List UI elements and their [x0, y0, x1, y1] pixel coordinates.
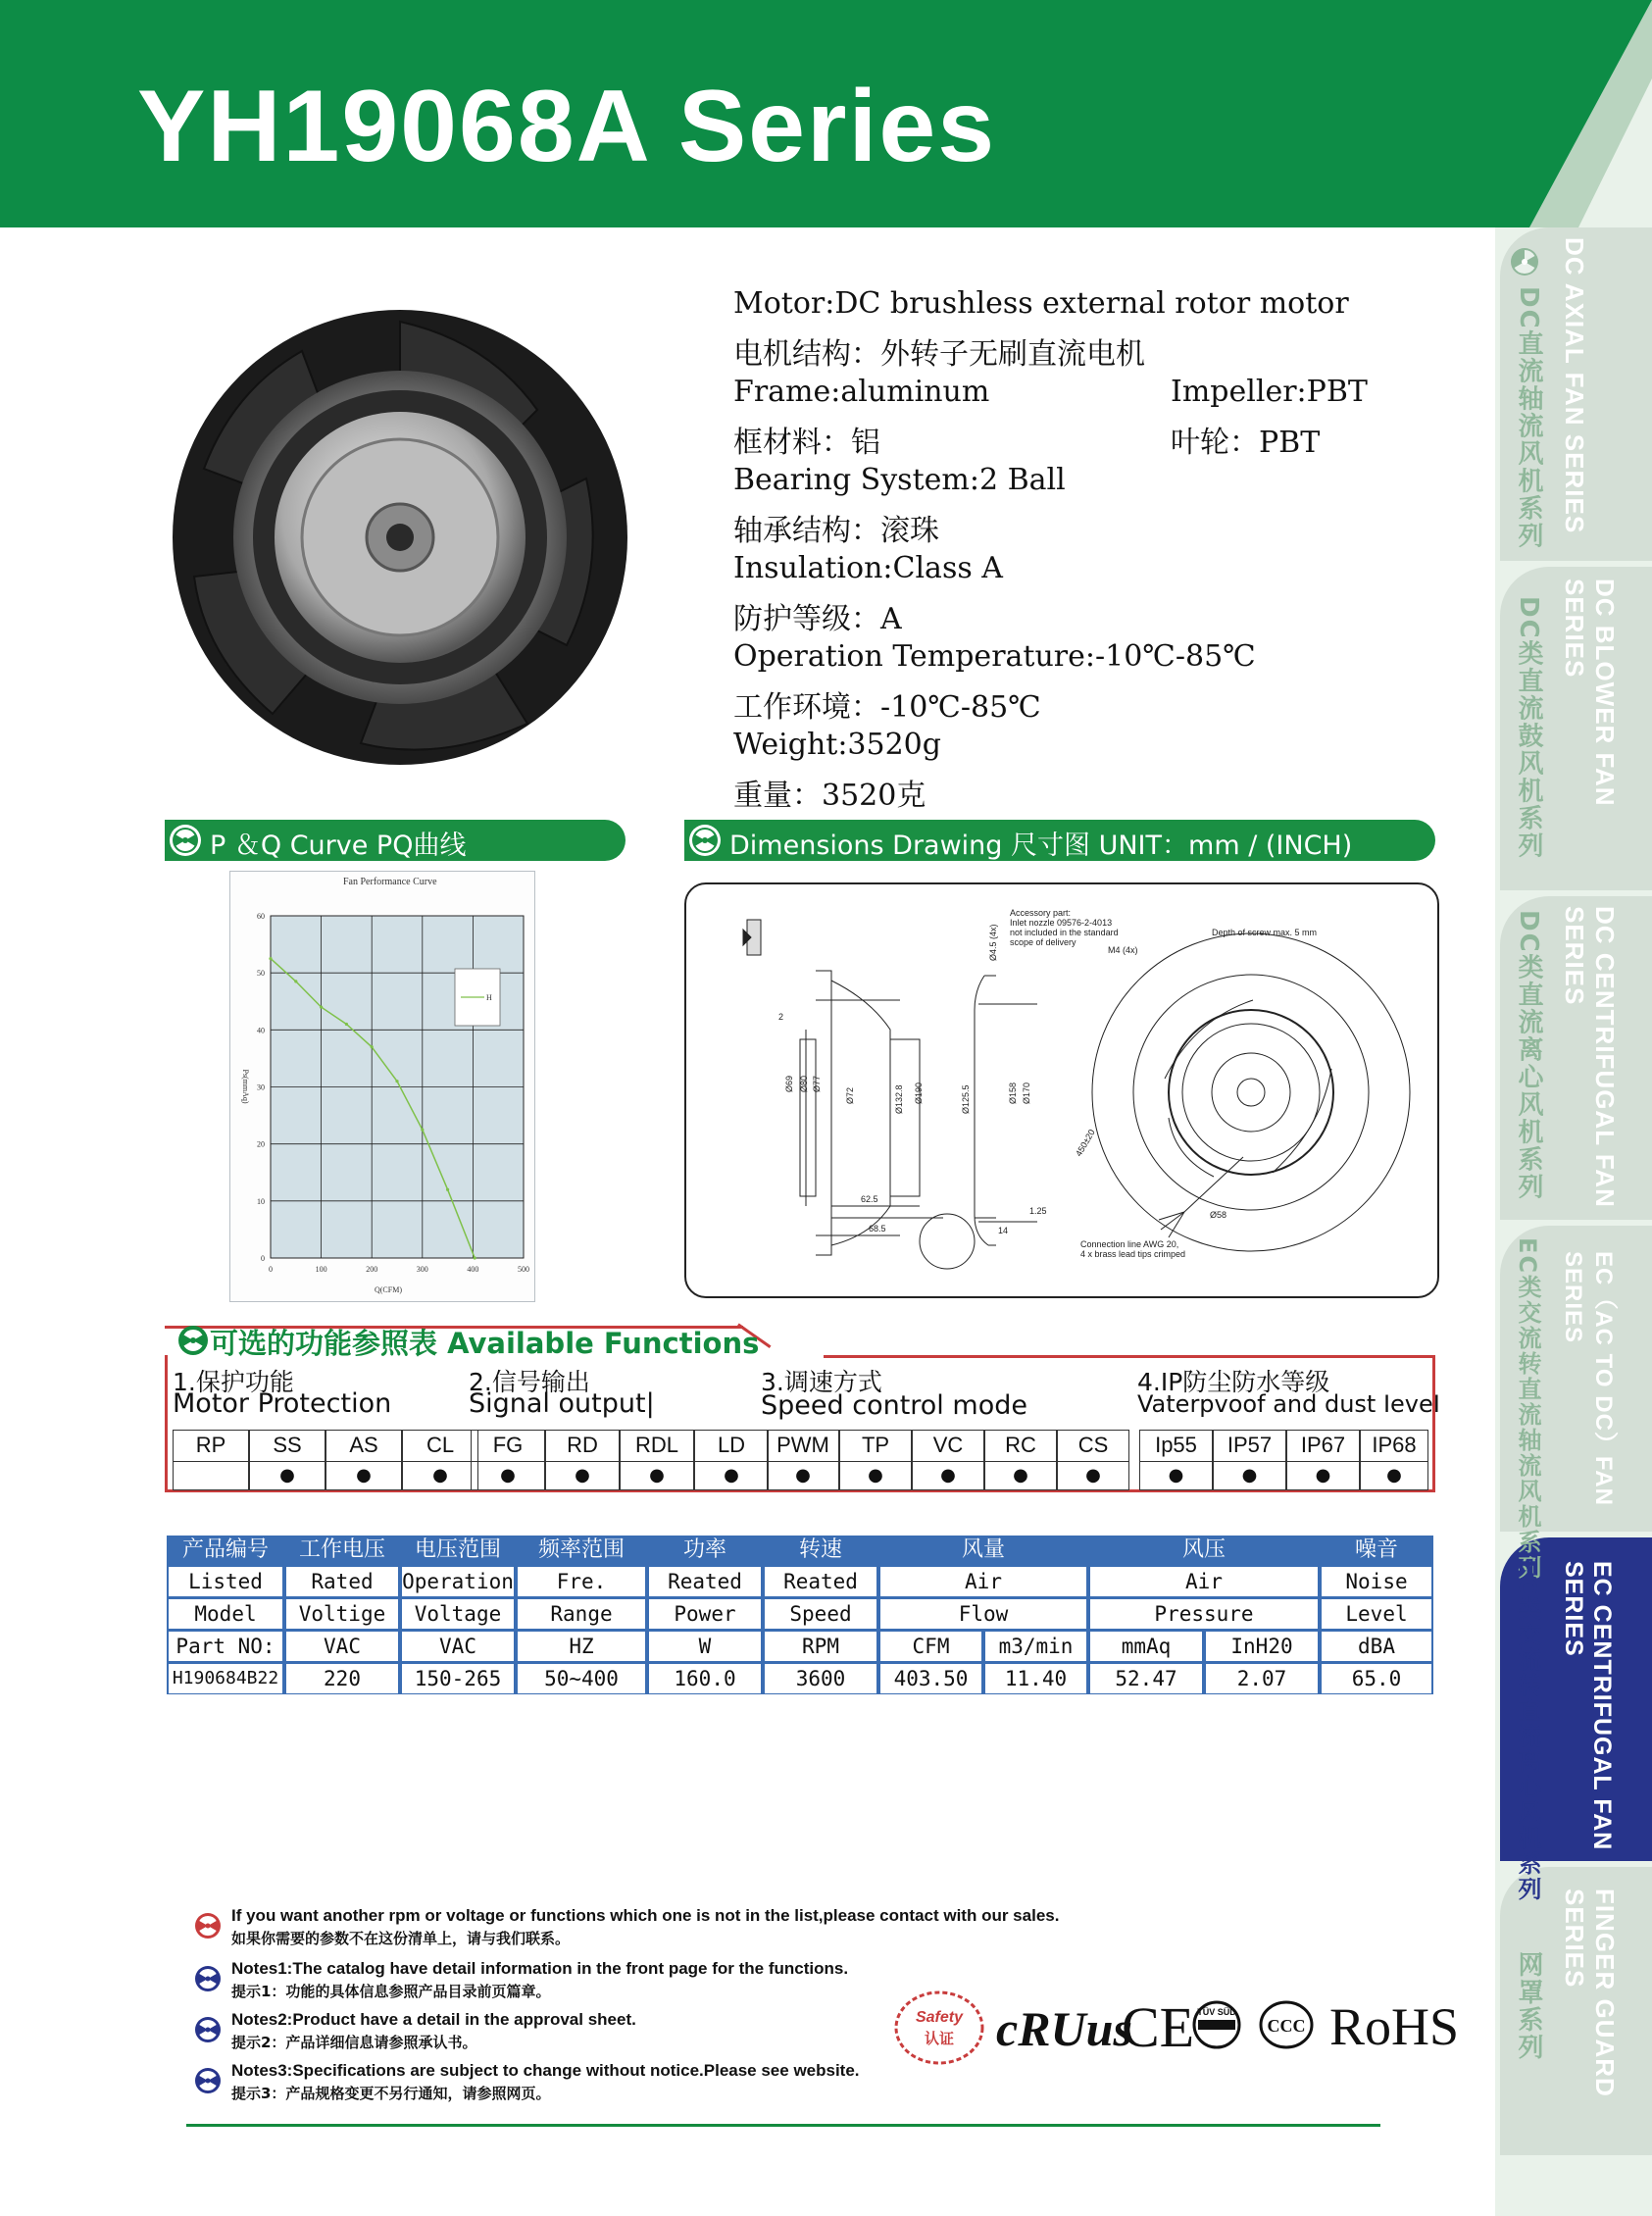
function-group-cn: 4.IP防尘防水等级 — [1137, 1368, 1330, 1396]
function-code: IP67 — [1286, 1430, 1360, 1462]
function-group-en: Vaterpvoof and dust IeveI — [1137, 1390, 1440, 1418]
spec-weight-en: Weight:3520g — [733, 728, 941, 762]
function-mark: ● — [402, 1461, 478, 1490]
safety-certification-logo — [894, 1990, 984, 2065]
spec-insulation-cn: 防护等级：A — [733, 602, 902, 636]
radiation-fan-icon — [1510, 247, 1539, 277]
table-cell: VAC — [286, 1632, 398, 1661]
y-tick-label: 20 — [257, 1139, 265, 1149]
table-header-cn: 风压 — [1088, 1536, 1320, 1565]
table-cell: W — [649, 1632, 761, 1661]
dim-note: Connection line AWG 20, 4 x brass lead tips crimped — [1080, 1239, 1186, 1259]
table-cell: 50~400 — [518, 1664, 645, 1693]
ce-certification-logo: CE — [1122, 1995, 1195, 2059]
spec-frame-en: Frame:aluminum — [733, 375, 990, 409]
spec-temp-cn: 工作环境：-10℃-85℃ — [733, 690, 1041, 725]
dim-label: 14 — [998, 1226, 1009, 1235]
table-cell: HZ — [518, 1632, 645, 1661]
spec-frame-cn: 框材料：铝 — [733, 426, 880, 460]
table-cell: Pressure — [1090, 1599, 1318, 1629]
data-point — [294, 980, 297, 982]
rohs-certification-logo: RoHS — [1329, 1997, 1460, 2056]
function-group-en: Speed control mode — [761, 1390, 1027, 1421]
table-cell: Flow — [880, 1599, 1086, 1629]
sidebar-cn-label: DC类直流鼓风机系列 — [1514, 596, 1543, 860]
x-tick-label: 300 — [416, 1265, 428, 1274]
table-cell: H190684B22 — [169, 1664, 282, 1693]
note-text-cn: 如果你需要的参数不在这份清单上，请与我们联系。 — [231, 1930, 571, 1947]
svg-text:认证: 认证 — [924, 2030, 955, 2047]
table-cell: Air — [880, 1567, 1086, 1596]
function-mark: ● — [325, 1461, 402, 1490]
header-corner-shape — [1471, 0, 1652, 227]
note-text-cn: 提示3：产品规格变更不另行通知，请参照网页。 — [231, 2085, 551, 2102]
table-cell: Range — [518, 1599, 645, 1629]
dimensions-drawing — [684, 882, 1439, 1298]
function-mark: ● — [694, 1461, 769, 1490]
sidebar-cn-label: DC类直流离心风机系列 — [1514, 910, 1543, 1201]
function-group-cn: 3.调速方式 — [761, 1368, 882, 1396]
pq-chart — [229, 871, 535, 1302]
table-cell: Part NO: — [169, 1632, 282, 1661]
legend-label: H — [486, 993, 492, 1002]
data-point — [421, 1129, 424, 1132]
x-axis-label: Q(CFM) — [374, 1285, 403, 1294]
table-cell: 65.0 — [1322, 1664, 1431, 1693]
function-mark: ● — [1213, 1461, 1286, 1490]
y-tick-label: 50 — [257, 969, 265, 979]
tuv-certification-logo — [1192, 2000, 1241, 2049]
function-code: CL — [402, 1430, 478, 1462]
data-point — [345, 1023, 348, 1026]
tab-label: EC CENTRIFUGAL FAN SERIES — [1560, 1561, 1616, 1851]
dim-note: Depth of screw max. 5 mm — [1212, 928, 1318, 937]
table-cell: Model — [169, 1599, 282, 1629]
function-group-en: Signal output| — [469, 1388, 655, 1419]
function-group-en: Motor Protection — [173, 1388, 392, 1419]
dim-label: 68.5 — [869, 1224, 886, 1234]
note-text-en: Notes3:Specifications are subject to change without notice.Please see website. — [231, 2061, 860, 2080]
table-cell: Reated — [765, 1567, 876, 1596]
sidebar-cn-label: DC直流轴流风机系列 — [1514, 286, 1543, 550]
table-cell: 2.07 — [1206, 1664, 1318, 1693]
dim-label: Ø4.5 (4x) — [988, 924, 998, 961]
dims-section-title: Dimensions Drawing 尺寸图 UNIT：mm / (INCH) — [729, 831, 1353, 861]
spec-weight-cn: 重量：3520克 — [733, 779, 926, 813]
note-text-cn: 提示2：产品详细信息请参照承认书。 — [231, 2034, 477, 2051]
table-cell: 52.47 — [1090, 1664, 1202, 1693]
data-point — [269, 957, 272, 960]
table-cell: CFM — [880, 1632, 981, 1661]
table-cell: Rated — [286, 1567, 398, 1596]
function-mark: ● — [1057, 1461, 1129, 1490]
table-cell: 220 — [286, 1664, 398, 1693]
function-code: FG — [471, 1430, 545, 1462]
functions-title: 可选的功能参照表 Available Functions — [210, 1327, 760, 1360]
spec-impeller-en: Impeller:PBT — [1171, 375, 1368, 409]
data-point — [320, 1005, 323, 1008]
function-code: RC — [984, 1430, 1057, 1462]
function-mark: ● — [620, 1461, 694, 1490]
spec-impeller-cn: 叶轮：PBT — [1171, 426, 1321, 460]
table-cell: Voltige — [286, 1599, 398, 1629]
function-code: RP — [173, 1430, 249, 1462]
table-cell: dBA — [1322, 1632, 1431, 1661]
function-mark: ● — [984, 1461, 1057, 1490]
note-text-en: Notes2:Product have a detail in the approval sheet. — [231, 2010, 636, 2029]
dim-note: Accessory part: Inlet nozzle 09576-2-4013 not included in the standard scope of delivery — [1010, 908, 1119, 947]
dim-label: Ø190 — [914, 1082, 924, 1104]
table-cell: VAC — [402, 1632, 514, 1661]
svg-text:CCC: CCC — [1267, 2016, 1306, 2036]
spec-temp-en: Operation Temperature:-10℃-85℃ — [733, 639, 1256, 674]
function-mark: ● — [249, 1461, 325, 1490]
dim-label: 1.25 — [1029, 1206, 1047, 1216]
x-tick-label: 200 — [366, 1265, 378, 1274]
pq-section-title: P ＆Q Curve PQ曲线 — [210, 831, 467, 861]
function-code: VC — [912, 1430, 984, 1462]
table-cell: Speed — [765, 1599, 876, 1629]
x-tick-label: 0 — [269, 1265, 273, 1274]
y-tick-label: 40 — [257, 1026, 265, 1035]
data-point — [474, 1256, 476, 1259]
table-cell: Operation — [402, 1567, 514, 1596]
radiation-fan-icon — [194, 1965, 222, 1992]
function-mark: ● — [767, 1461, 839, 1490]
table-cell: Air — [1090, 1567, 1318, 1596]
table-cell: Listed — [169, 1567, 282, 1596]
function-code: TP — [839, 1430, 912, 1462]
y-tick-label: 60 — [257, 912, 265, 921]
function-code: AS — [325, 1430, 402, 1462]
y-tick-label: 30 — [257, 1083, 265, 1092]
table-header-cn: 噪音 — [1320, 1536, 1433, 1565]
function-group-cn: 1.保护功能 — [173, 1368, 294, 1396]
dim-label: Ø170 — [1022, 1082, 1031, 1104]
function-mark: ● — [1286, 1461, 1360, 1490]
sidebar-cn-label: EC类交流转直流离心风机系列 — [1514, 1559, 1541, 1903]
table-cell: m3/min — [985, 1632, 1086, 1661]
tab-label: DC BLOWER FAN SERIES — [1560, 579, 1620, 807]
dim-label: Ø69 — [784, 1075, 794, 1092]
svg-text:TÜV SÜD: TÜV SÜD — [1197, 2007, 1236, 2017]
header-bar — [0, 0, 1652, 227]
table-header-cn: 工作电压 — [284, 1536, 400, 1565]
x-tick-label: 400 — [467, 1265, 479, 1274]
spec-bearing-cn: 轴承结构：滚珠 — [733, 514, 939, 548]
table-header-cn: 电压范围 — [400, 1536, 516, 1565]
tab-label: EC（AC TO DC）FAN SERIES — [1560, 1251, 1617, 1506]
function-mark: ● — [1139, 1461, 1213, 1490]
bottom-divider — [186, 2124, 1380, 2127]
tab-label: DC AXIAL FAN SERIES — [1560, 237, 1589, 534]
dim-label: Ø80 — [799, 1075, 809, 1092]
table-cell: Noise — [1322, 1567, 1431, 1596]
table-cell: 11.40 — [985, 1664, 1086, 1693]
table-cell: 3600 — [765, 1664, 876, 1693]
sidebar-cn-label: 网罩系列 — [1514, 1951, 1543, 2061]
table-cell: Power — [649, 1599, 761, 1629]
note-text-en: Notes1:The catalog have detail information in the front page for the functions. — [231, 1959, 849, 1978]
table-cell: RPM — [765, 1632, 876, 1661]
radiation-fan-icon — [169, 824, 202, 857]
radiation-fan-icon — [176, 1324, 210, 1357]
y-tick-label: 0 — [261, 1254, 265, 1263]
function-code: RD — [545, 1430, 620, 1462]
dim-label: Ø58 — [1210, 1210, 1227, 1220]
note-text-cn: 提示1：功能的具体信息参照产品目录前页篇章。 — [231, 1983, 551, 2000]
dim-label: 2 — [778, 1012, 784, 1022]
table-cell: Level — [1322, 1599, 1431, 1629]
spec-insulation-en: Insulation:Class A — [733, 551, 1003, 585]
data-point — [446, 1188, 449, 1191]
dim-label: Ø125.5 — [961, 1084, 971, 1114]
function-mark: ● — [545, 1461, 620, 1490]
table-header-cn: 风量 — [878, 1536, 1088, 1565]
table-cell: 403.50 — [880, 1664, 981, 1693]
function-code: IP68 — [1360, 1430, 1428, 1462]
radiation-fan-icon — [194, 2016, 222, 2043]
spec-bearing-en: Bearing System:2 Ball — [733, 463, 1066, 497]
y-axis-label: Ps(mmAq) — [241, 1069, 250, 1104]
x-tick-label: 500 — [518, 1265, 529, 1274]
y-tick-label: 10 — [257, 1196, 265, 1206]
dim-label: 62.5 — [861, 1194, 878, 1204]
tab-label: FINGER GUARD SERIES — [1560, 1889, 1620, 2097]
function-code: LD — [694, 1430, 769, 1462]
x-tick-label: 100 — [315, 1265, 327, 1274]
sidebar-cn-label: EC类交流转直流轴流风机系列 — [1514, 1237, 1541, 1582]
function-mark: ● — [1360, 1461, 1428, 1490]
tab-label: DC CENTRIFUGAL FAN SERIES — [1560, 906, 1620, 1208]
radiation-fan-icon — [194, 1912, 222, 1939]
function-code: Ip55 — [1139, 1430, 1213, 1462]
ul-certification-logo: cRUus — [996, 2001, 1132, 2056]
function-code: CS — [1057, 1430, 1129, 1462]
table-header-cn: 产品编号 — [167, 1536, 284, 1565]
function-code: IP57 — [1213, 1430, 1286, 1462]
ccc-certification-logo — [1259, 2000, 1314, 2049]
table-cell: 160.0 — [649, 1664, 761, 1693]
dim-label: Ø158 — [1008, 1082, 1018, 1104]
function-mark: ● — [912, 1461, 984, 1490]
table-header-cn: 功率 — [647, 1536, 763, 1565]
function-code: RDL — [620, 1430, 694, 1462]
dim-label: Ø72 — [845, 1086, 855, 1104]
fan-product-image — [165, 302, 635, 773]
page-title: YH19068A Series — [137, 70, 997, 183]
table-cell: Fre. — [518, 1567, 645, 1596]
radiation-fan-icon — [688, 824, 722, 857]
table-header-cn: 转速 — [763, 1536, 878, 1565]
dim-note: M4 (4x) — [1108, 945, 1138, 955]
note-text-en: If you want another rpm or voltage or functions which one is not in the list,please contact with our sales. — [231, 1906, 1060, 1925]
table-header-cn: 频率范围 — [516, 1536, 647, 1565]
spec-motor-cn: 电机结构：外转子无刷直流电机 — [733, 337, 1145, 372]
function-code: SS — [249, 1430, 325, 1462]
radiation-fan-icon — [194, 2067, 222, 2094]
table-cell: Reated — [649, 1567, 761, 1596]
function-code: PWM — [767, 1430, 839, 1462]
dim-label: 450±20 — [1074, 1128, 1097, 1158]
data-point — [395, 1080, 398, 1083]
table-cell: mmAq — [1090, 1632, 1202, 1661]
table-cell: Voltage — [402, 1599, 514, 1629]
dim-label: Ø132.8 — [894, 1084, 904, 1114]
function-mark: ● — [839, 1461, 912, 1490]
function-group-cn: 2.信号输出 — [469, 1368, 590, 1396]
function-mark: ● — [471, 1461, 545, 1490]
data-point — [371, 1045, 374, 1048]
table-cell: 150-265 — [402, 1664, 514, 1693]
table-cell: InH20 — [1206, 1632, 1318, 1661]
svg-text:Safety: Safety — [915, 2009, 964, 2026]
dim-label: Ø77 — [812, 1075, 822, 1092]
chart-title: Fan Performance Curve — [343, 877, 437, 887]
function-mark — [173, 1461, 249, 1490]
spec-motor-en: Motor:DC brushless external rotor motor — [733, 286, 1349, 321]
